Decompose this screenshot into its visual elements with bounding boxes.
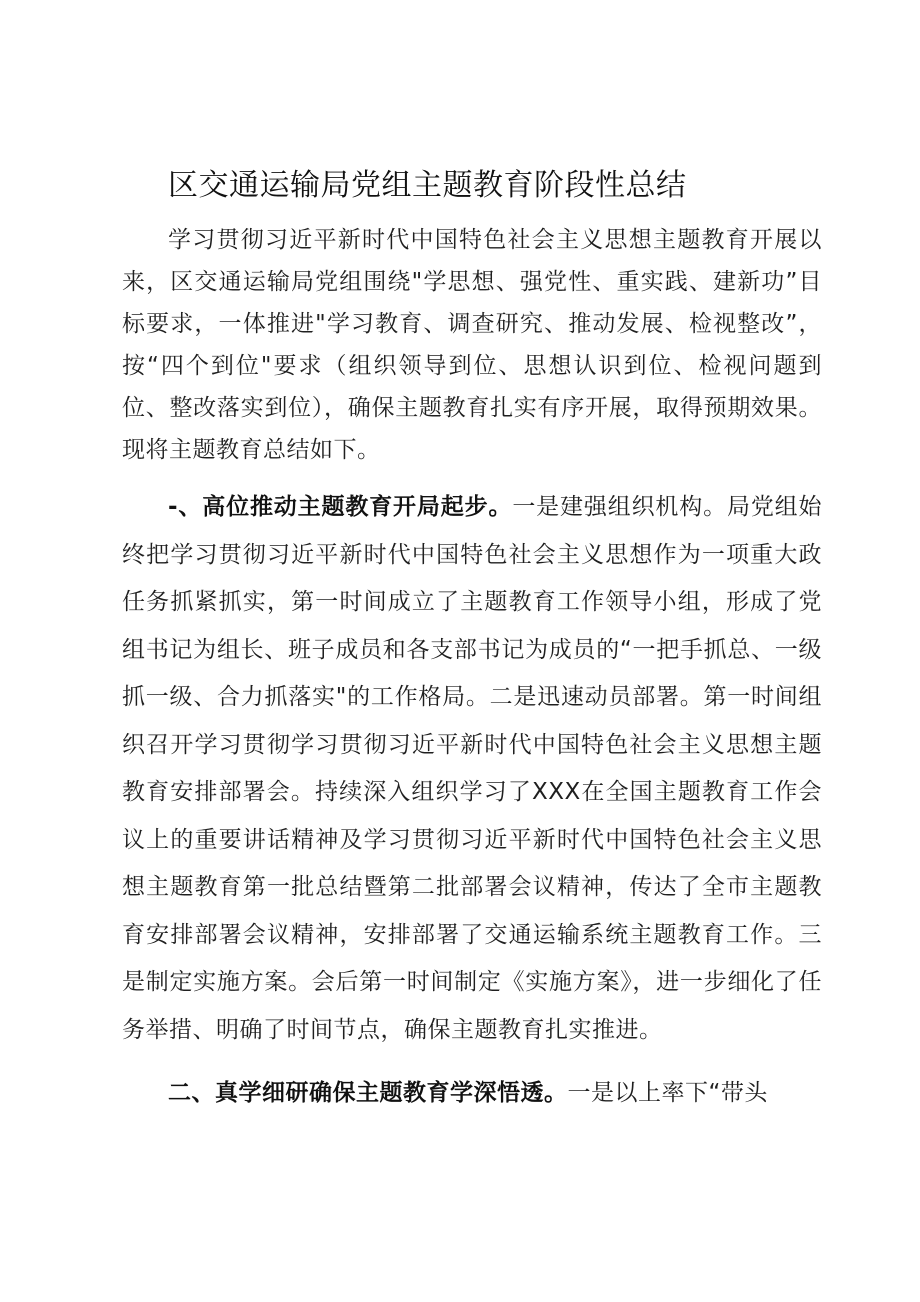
section-1-body: 一是建强组织机构。局党组始终把学习贯彻习近平新时代中国特色社会主义思想作为一项重大政任务抓紧抓实，第一时间成立了主题教育工作领导小组，形成了党组书记为组长、班子成员和各支部书记为成员的“一把手抓总、一级抓一级、合力抓落实"的工作格局。二是迅速动员部署。第一时间组织召开学习贯彻学习贯彻习近平新时代中国特色社会主义思想主题教育安排部署会。持续深入组织学习了XXX在全国主题教育工作会议上的重要讲话精神及学习贯彻习近平新时代中国特色社会主义思想主题教育第一批总结暨第二批部署会议精神，传达了全市主题教育安排部署会议精神，安排部署了交通运输系统主题教育工作。三是制定实施方案。会后第一时间制定《实施方案》，进一步细化了任务举措、明确了时间节点，确保主题教育扎实推进。 xyxy=(122,494,823,1043)
document-title: 区交通运输局党组主题教育阶段性总结 xyxy=(168,168,687,203)
section-2-heading: 二、真学细研确保主题教育学深悟透。 xyxy=(168,1080,568,1106)
section-1-paragraph xyxy=(122,484,822,1054)
intro-paragraph: 学习贯彻习近平新时代中国特色社会主义思想主题教育开展以来，区交通运输局党组围绕"学思想、强党性、重实践、建新功”目标要求，一体推进"学习教育、调查研究、推动发展、检视整改”，按“四个到位"要求（组织领导到位、思想认识到位、检视问题到位、整改落实到位），确保主题教育扎实有序开展，取得预期效果。现将主题教育总结如下。 xyxy=(122,227,822,463)
section-2-body: 一是以上率下“带头 xyxy=(567,1080,768,1106)
section-2-paragraph xyxy=(122,1072,822,1114)
section-1-heading: -、高位推动主题教育开局起步。 xyxy=(168,494,513,520)
